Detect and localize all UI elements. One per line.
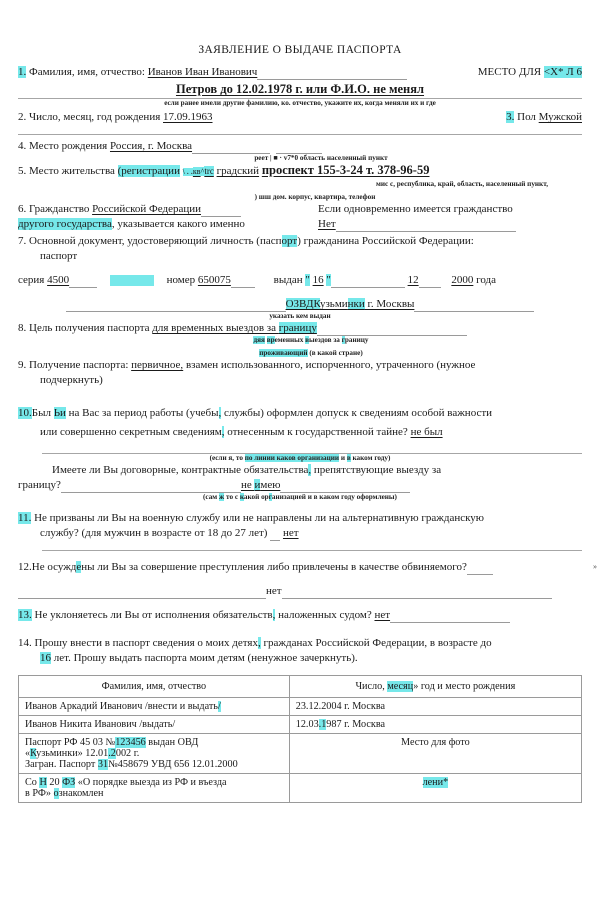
page-title: ЗАЯВЛЕНИЕ О ВЫДАЧЕ ПАСПОРТА	[198, 44, 402, 56]
form-row-item2-item3	[0, 110, 600, 125]
item5-caption2: ) шш дом. корпус, квартира, телефон	[254, 193, 376, 201]
item4-label: Место рождения	[29, 140, 108, 152]
item7-number: 7.	[18, 235, 27, 247]
item12-rule-right	[282, 587, 552, 599]
form-row-item7	[0, 234, 600, 249]
item13-rule	[390, 611, 510, 623]
item2-label: Число, месяц, год рождения	[29, 111, 161, 123]
item8-caption1: дяя временных выездов за границу	[253, 336, 369, 344]
item7-issuer-caption: указать кем выдан	[269, 312, 331, 320]
item7-month[interactable]: 12	[407, 274, 419, 286]
item8-rule	[317, 324, 467, 336]
item7-month-rule	[331, 276, 405, 288]
item7-quote-open: "	[305, 274, 310, 286]
item7-day[interactable]: 16	[312, 274, 324, 286]
item14-text-line1: Прошу внести в паспорт сведения о моих детях, гражданах Российской Федерации, в возрасте до	[34, 637, 492, 649]
table-row-passport	[19, 734, 582, 774]
form-row-item12	[0, 560, 600, 575]
item13-answer[interactable]: нет	[374, 609, 391, 621]
consent-line1: Со Н 20 ФЗ «О порядке выезда из РФ и въезда	[25, 777, 227, 788]
item7-nomer-value[interactable]: 650075	[197, 274, 231, 286]
form-row-item11	[0, 511, 600, 526]
item5-label-hl: (регистрации	[117, 165, 180, 177]
item7-issuer[interactable]: ОЗВДКузьминки г. Москвы	[285, 298, 415, 310]
item3-number: 3.	[506, 111, 515, 123]
item7-label-a: Основной документ, удостоверяющий личность (пасп	[29, 235, 282, 247]
item3-label: Пол	[517, 111, 536, 123]
item7-highlight-block	[110, 275, 154, 286]
consent-right-cell	[289, 774, 581, 803]
item12-rule	[467, 563, 493, 575]
item10-line2-row	[0, 425, 600, 440]
item14-line2-row	[0, 651, 600, 666]
item6-note-right: Если одновременно имеется гражданство	[318, 203, 513, 215]
form-row-item10	[0, 406, 600, 421]
col-header-name: Фамилия, имя, отчество	[19, 676, 290, 698]
item4-rule-a	[192, 142, 270, 154]
item8-value[interactable]: для временных выездов за границу	[152, 322, 317, 334]
item1-caption: если ранее имели другие фамилию, ко. отчество, укажите их, когда меняли их и где	[164, 99, 436, 107]
item7-seria-label: серия	[18, 274, 45, 286]
item6-rule2	[336, 220, 516, 232]
item11-line2-row	[0, 526, 600, 541]
item9-options-rest: взамен использованного, испорченного, утраченного (нужное	[185, 359, 476, 371]
item5-garble-b: кв	[192, 167, 201, 176]
item1-former-name-row	[0, 82, 600, 98]
form-row-item5	[0, 163, 600, 180]
passport-line2: «Кузьминки» 12.01.2002 г.	[25, 748, 140, 759]
consent-line2: в РФ» ознакомлен	[25, 788, 104, 799]
item11-line2: службу? (для мужчин в возрасте от 18 до 27 лет)	[40, 527, 268, 539]
item14-number: 14.	[18, 637, 32, 649]
child-name-cell[interactable]: Иванов Никита Иванович /выдать/	[19, 716, 290, 734]
item10-text-c: на Вас за период работы (учебы, службы) оформлен допуск к сведениям особой важности	[68, 407, 493, 419]
item5-number: 5.	[18, 165, 27, 177]
item12-number: 12.	[18, 561, 32, 573]
col-header-birth: Число, месяц» год и место рождения	[289, 676, 581, 698]
passport-line1: Паспорт РФ 45 03 №123456 выдан ОВД	[25, 737, 199, 748]
item5-caption1: мис с, республика, край, область, населенный пункт,	[375, 180, 548, 188]
item7-nomer-rule	[231, 276, 255, 288]
item7-nomer-label: номер	[166, 274, 196, 286]
item10-text-b: Ьи	[53, 407, 66, 419]
form-row-item8	[0, 321, 600, 336]
item1-number: 1.	[18, 66, 27, 78]
item12-text: Не осуждены ли Вы за совершение преступления либо привлечены в качестве обвиняемого?	[31, 561, 467, 573]
form-row-item13	[0, 608, 600, 623]
item10-answer[interactable]: не был	[410, 426, 443, 438]
item5-garble-c: ^	[200, 167, 205, 176]
item6-rule	[201, 205, 241, 217]
item1-former-name[interactable]: Петров до 12.02.1978 г. или Ф.И.О. не менял	[175, 82, 425, 96]
item7-vydan-label: выдан	[273, 274, 303, 286]
child-name-cell[interactable]: Иванов Аркадий Иванович /внести и выдать/	[19, 698, 290, 716]
item7-doctype-row	[0, 249, 600, 264]
item7-year[interactable]: 2000	[451, 274, 474, 286]
item4-rule-b	[276, 142, 322, 154]
form-row-item9	[0, 358, 600, 373]
item7-quote-close: "	[326, 274, 331, 286]
item11-answer[interactable]: нет	[282, 527, 299, 539]
item7-label-hl: орт	[281, 235, 298, 247]
item6-note2-hl: другого государства	[18, 218, 112, 230]
item10b-rule-left	[61, 481, 241, 493]
item4-number: 4.	[18, 140, 27, 152]
item6-label: Гражданство	[29, 203, 90, 215]
item7-doctype: паспорт	[40, 250, 78, 262]
stamp-note-garbled: <X* Л 6	[543, 66, 582, 78]
passport-info-cell[interactable]	[19, 734, 290, 774]
item6-number: 6.	[18, 203, 27, 215]
passport-line3: Загран. Паспорт 31№458679 УВД 656 12.01.2000	[25, 759, 238, 770]
item7-month-rule2	[419, 276, 441, 288]
item11-number: 11.	[18, 512, 32, 524]
item9-label: Получение паспорта:	[29, 359, 129, 371]
item1-value[interactable]: Иванов Иван Иванович	[147, 66, 258, 78]
item7-label-b: ) гражданина Российской Федерации:	[297, 235, 474, 247]
consent-cell[interactable]	[19, 774, 290, 803]
photo-placeholder-cell	[289, 734, 581, 774]
item10b-text: Имеете ли Вы договорные, контрактные обязательства, препятствующие выезду за	[52, 464, 442, 476]
item14-text-line2: лет. Прошу выдать паспорта моим детям (ненужное зачеркнуть).	[53, 652, 358, 664]
item7-issuer-rule-left	[66, 300, 286, 312]
form-row-item6	[0, 202, 600, 217]
item9-number: 9.	[18, 359, 27, 371]
item8-number: 8.	[18, 322, 27, 334]
form-row-item6b	[0, 217, 600, 232]
item8-caption2: проживающий (в какой стране)	[259, 349, 363, 357]
item2-value[interactable]: 17.09.1963	[163, 111, 213, 123]
item10b-line2-row	[0, 478, 600, 493]
item12-rule-left	[18, 587, 266, 599]
item12-answer-row	[0, 584, 600, 599]
form-row-item10b	[0, 463, 600, 478]
table-row-consent	[19, 774, 582, 803]
item3-value[interactable]: Мужской	[538, 111, 582, 123]
form-row-item1: 1. Фамилия, имя, отчество: Иванов Иван Иванович МЕСТО ДЛЯ <X* Л 6	[18, 66, 582, 78]
item5-garble-d: trc	[204, 166, 214, 176]
stamp-note: МЕСТО ДЛЯ	[477, 66, 542, 78]
item6-value[interactable]: Российской Федерации	[92, 203, 201, 215]
item13-number: 13.	[18, 609, 32, 621]
item10b-line2-label: границу?	[18, 479, 61, 491]
child-birth-cell[interactable]: 12.03.1987 г. Москва	[289, 716, 581, 734]
item7-seria-rule	[69, 276, 97, 288]
form-row-item4	[0, 139, 600, 154]
item5-mid: градский	[216, 165, 260, 177]
item10b-caption: (сам ж то с какой организацией и в каком году оформлены)	[203, 493, 397, 501]
form-row-item14	[0, 636, 600, 651]
item6-value2[interactable]: Нет	[318, 218, 336, 230]
item4-value[interactable]: Россия, г. Москва	[109, 140, 193, 152]
item10-text-a: Был	[31, 407, 51, 419]
item10-line2: или совершенно секретным сведениям, отнесенным к государственной тайне?	[40, 426, 408, 438]
item1-fill-rule	[257, 68, 407, 80]
item7-year-suffix: года	[476, 274, 496, 286]
item9-option-selected[interactable]: первичное,	[131, 359, 184, 371]
item11-text: Не призваны ли Вы на военную службу или не направлены ли на альтернативную гражданскую	[34, 512, 485, 524]
item10b-rule-right	[280, 481, 410, 493]
item7-seria-value[interactable]: 4500	[47, 274, 70, 286]
item5-label-a: Место жительства	[29, 165, 118, 177]
item7-issuer-rule-right	[414, 300, 534, 312]
item5-value[interactable]: проспект 155-3-24 т. 378-96-59	[261, 163, 430, 177]
item10-number: 10.	[18, 407, 32, 419]
item2-number: 2.	[18, 111, 27, 123]
item11-rule	[270, 529, 280, 541]
item14-age: 16	[40, 652, 51, 664]
table-row	[19, 716, 582, 734]
photo-label: Место для фото	[401, 737, 470, 748]
item4-caption: реет | ■ · v7*0 область населенный пункт	[254, 154, 388, 162]
item1-label: Фамилия, имя, отчество	[29, 66, 142, 78]
item5-garble-a: \ . .	[182, 168, 193, 176]
item7-passport-details-row	[0, 273, 600, 288]
consent-right-label: лени*	[422, 777, 449, 788]
child-birth-cell[interactable]: 23.12.2004 г. Москва	[289, 698, 581, 716]
item13-text: Не уклоняетесь ли Вы от исполнения обязательств, наложенных судом?	[34, 609, 372, 621]
item6-note2: , указывается какого именно	[111, 218, 245, 230]
item7-issuer-row	[0, 297, 600, 312]
item12-answer[interactable]: нет	[266, 585, 282, 597]
item10-caption: (если я, то по линии каков организации и в каком году)	[209, 454, 391, 462]
item9-line2: подчеркнуть)	[40, 374, 103, 386]
table-row	[19, 698, 582, 716]
children-table	[18, 675, 582, 803]
table-header-row	[19, 676, 582, 698]
item10b-answer[interactable]: не имею	[240, 479, 281, 491]
page-edge-mark: »	[593, 562, 597, 571]
item8-label: Цель получения паспорта	[29, 322, 150, 334]
